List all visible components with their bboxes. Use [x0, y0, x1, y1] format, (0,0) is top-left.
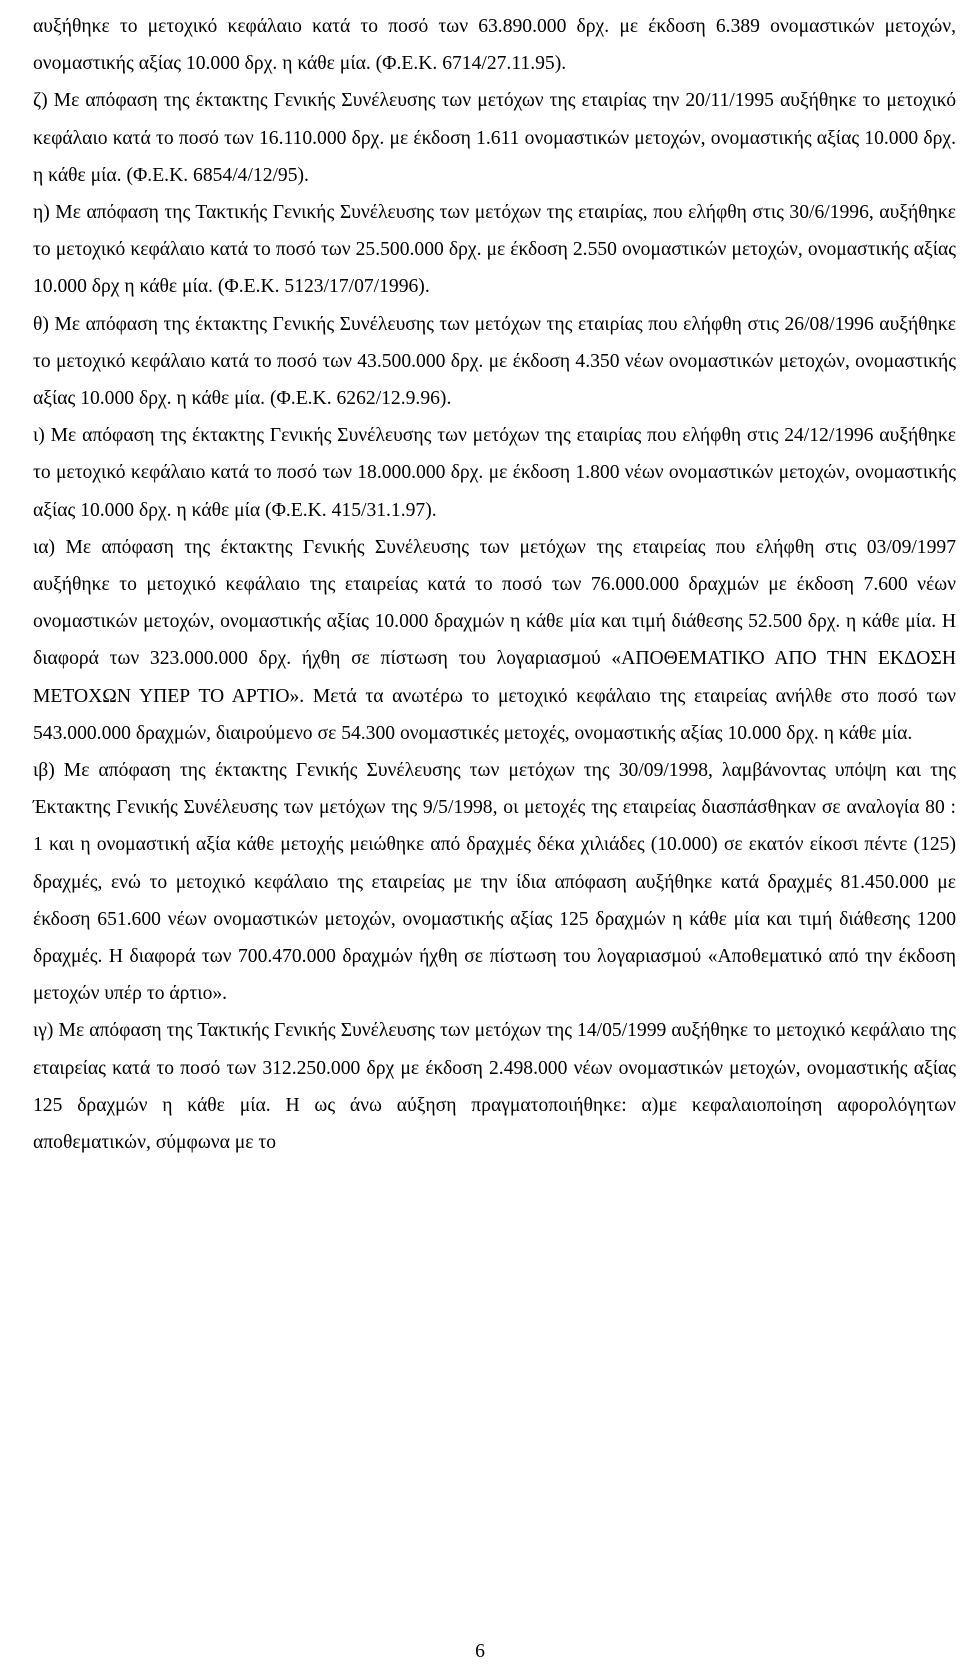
paragraph-capital-increase-ig: ιγ) Με απόφαση της Τακτικής Γενικής Συνέλευσης των μετόχων της 14/05/1999 αυξήθηκε το μετοχικό κεφάλαιο της εταιρείας κατά το ποσό των 312.250.000 δρχ με έκδοση 2.498.000 νέων ονομαστικών μετοχών, ονομαστικής αξίας 125 δραχμών η κάθε μία. Η ως άνω αύξηση πραγματοποιήθηκε: α)με κεφαλαιοποίηση αφορολόγητων αποθεματικών, σύμφωνα με το [33, 1020, 956, 1154]
document-body [33, 8, 956, 1161]
paragraph-capital-increase-ia: ια) Με απόφαση της έκτακτης Γενικής Συνέλευσης των μετόχων της εταιρείας που ελήφθη στις 03/09/1997 αυξήθηκε το μετοχικό κεφάλαιο της εταιρείας κατά το ποσό των 76.000.000 δραχμών με έκδοση 7.600 νέων ονομαστικών μετοχών, ονομαστικής αξίας 10.000 δραχμών η κάθε μία και τιμή διάθεσης 52.500 δρχ. η κάθε μία. Η διαφορά των 323.000.000 δρχ. ήχθη σε πίστωση του λογαριασμού «ΑΠΟΘΕΜΑΤΙΚΟ ΑΠΟ ΤΗΝ ΕΚΔΟΣΗ ΜΕΤΟΧΩΝ ΥΠΕΡ ΤΟ ΑΡΤΙΟ». Μετά τα ανωτέρω το μετοχικό κεφάλαιο της εταιρείας ανήλθε στο ποσό των 543.000.000 δραχμών, διαιρούμενο σε 54.300 ονομαστικές μετοχές, ονομαστικής αξίας 10.000 δρχ. η κάθε μία. [33, 536, 956, 744]
paragraph-capital-increase-ib: ιβ) Με απόφαση της έκτακτης Γενικής Συνέλευσης των μετόχων της 30/09/1998, λαμβάνοντας υπόψη και της Έκτακτης Γενικής Συνέλευσης των μετόχων της 9/5/1998, οι μετοχές της εταιρείας διασπάσθηκαν σε αναλογία 80 : 1 και η ονομαστική αξία κάθε μετοχής μειώθηκε από δραχμές δέκα χιλιάδες (10.000) σε εκατόν είκοσι πέντε (125) δραχμές, ενώ το μετοχικό κεφάλαιο της εταιρείας με την ίδια απόφαση αυξήθηκε κατά δραχμές 81.450.000 με έκδοση 651.600 νέων ονομαστικών μετοχών, ονομαστικής αξίας 125 δραχμών η κάθε μία και τιμή διάθεσης 1200 δραχμές. Η διαφορά των 700.470.000 δραχμών ήχθη σε πίστωση του λογαριασμού «Αποθεματικό από την έκδοση μετοχών υπέρ το άρτιο». [33, 760, 956, 1005]
paragraph-capital-increase-iota: ι) Με απόφαση της έκτακτης Γενικής Συνέλευσης των μετόχων της εταιρίας που ελήφθη στις 24/12/1996 αυξήθηκε το μετοχικό κεφάλαιο κατά το ποσό των 18.000.000 δρχ. με έκδοση 1.800 νέων ονομαστικών μετοχών, ονομαστικής αξίας 10.000 δρχ. η κάθε μία (Φ.Ε.Κ. 415/31.1.97). [33, 425, 956, 521]
paragraph-capital-increase-e: αυξήθηκε το μετοχικό κεφάλαιο κατά το ποσό των 63.890.000 δρχ. με έκδοση 6.389 ονομαστικών μετοχών, ονομαστικής αξίας 10.000 δρχ. η κάθε μία. (Φ.Ε.Κ. 6714/27.11.95). [33, 16, 956, 75]
paragraph-capital-increase-z: ζ) Με απόφαση της έκτακτης Γενικής Συνέλευσης των μετόχων της εταιρίας την 20/11/1995 αυξήθηκε το μετοχικό κεφάλαιο κατά το ποσό των 16.110.000 δρχ. με έκδοση 1.611 ονομαστικών μετοχών, ονομαστικής αξίας 10.000 δρχ. η κάθε μία. (Φ.Ε.Κ. 6854/4/12/95). [33, 90, 956, 186]
paragraph-capital-increase-th: θ) Με απόφαση της έκτακτης Γενικής Συνέλευσης των μετόχων της εταιρίας που ελήφθη στις 26/08/1996 αυξήθηκε το μετοχικό κεφάλαιο κατά το ποσό των 43.500.000 δρχ. με έκδοση 4.350 νέων ονομαστικών μετοχών, ονομαστικής αξίας 10.000 δρχ. η κάθε μία. (Φ.Ε.Κ. 6262/12.9.96). [33, 313, 956, 410]
paragraph-capital-increase-i: η) Με απόφαση της Τακτικής Γενικής Συνέλευσης των μετόχων της εταιρίας, που ελήφθη στις 30/6/1996, αυξήθηκε το μετοχικό κεφάλαιο κατά το ποσό των 25.500.000 δρχ. με έκδοση 2.550 ονομαστικών μετοχών, ονομαστικής αξίας 10.000 δρχ η κάθε μία. (Φ.Ε.Κ. 5123/17/07/1996). [33, 202, 956, 298]
page-number: 6 [475, 1641, 485, 1662]
